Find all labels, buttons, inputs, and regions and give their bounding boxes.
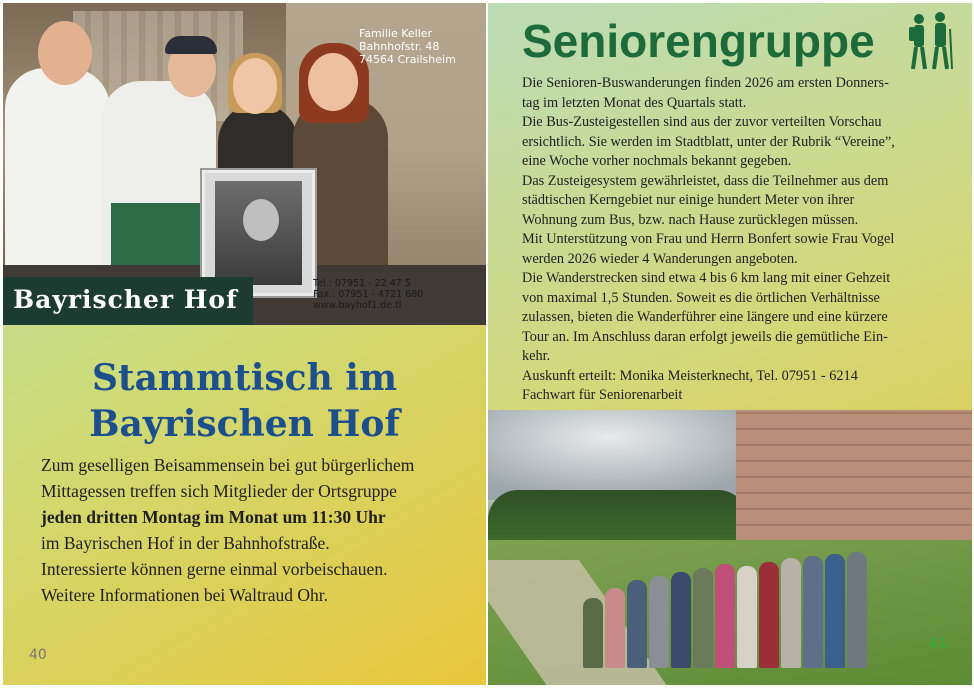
ad-address-line: 74564 Crailsheim — [359, 53, 456, 66]
role-line: Fachwart für Seniorenarbeit — [522, 387, 683, 403]
title-line: Stammtisch im — [91, 357, 398, 399]
body-line-bold: jeden dritten Montag im Monat um 11:30 Uhr — [41, 507, 386, 527]
body-line: Wohnung zum Bus, bzw. nach Hause zurücklegen müssen. — [522, 211, 859, 228]
hiker-group — [583, 528, 873, 668]
ad-website: www.bayhof1.de.tl — [313, 300, 402, 311]
body-line: Die Wanderstrecken sind etwa 4 bis 6 km lang mit einer Gehzeit — [522, 270, 891, 286]
body-line: städtischen Kerngebiet nur einige hundert Meter von ihrer — [522, 192, 855, 208]
body-line: Mittagessen treffen sich Mitglieder der Ortsgruppe — [41, 481, 397, 501]
body-line: Tour an. Im Anschluss daran erfolgt jeweils die gemütliche Ein- — [522, 328, 888, 345]
ad-phone: Tel.: 07951 - 22 47 5 — [313, 278, 411, 289]
body-line: Die Senioren-Buswanderungen finden 2026 am ersten Donners- — [522, 75, 889, 91]
body-line: von maximal 1,5 Stunden. Soweit es die örtlichen Verhältnisse — [522, 289, 880, 306]
restaurant-ad-photo — [3, 3, 486, 325]
hikers-icon — [906, 11, 954, 71]
ad-contact — [313, 278, 423, 311]
body-line: Interessierte können gerne einmal vorbeischauen. — [41, 559, 388, 579]
body-line: Weitere Informationen bei Waltraud Ohr. — [41, 585, 328, 605]
left-page — [3, 3, 486, 685]
person-chef-left — [5, 68, 110, 273]
stammtisch-body — [41, 452, 471, 608]
body-line: kehr. — [522, 348, 551, 364]
seniorengruppe-body — [522, 74, 954, 406]
page-number-right: 41 — [928, 636, 948, 652]
body-line: eine Woche vorher nochmals bekannt gegeben. — [522, 153, 792, 169]
title-line: Bayrischen Hof — [89, 403, 400, 445]
bayrischer-hof-logo — [3, 277, 253, 325]
ad-address-line: Familie Keller — [359, 27, 433, 40]
body-line: werden 2026 wieder 4 Wanderungen angeboten. — [522, 250, 798, 267]
stammtisch-title — [3, 355, 486, 447]
body-line: Das Zusteigesystem gewährleistet, dass die Teilnehmer aus dem — [522, 172, 889, 189]
body-line: im Bayrischen Hof in der Bahnhofstraße. — [41, 533, 330, 553]
body-line: Mit Unterstützung von Frau und Herrn Bonfert sowie Frau Vogel — [522, 231, 895, 247]
logo-text: Bayrischer Hof — [13, 285, 238, 314]
ad-fax: Fax.: 07951 - 4721 680 — [313, 289, 424, 300]
ad-address-line: Bahnhofstr. 48 — [359, 40, 440, 53]
body-line: zulassen, bieten die Wanderführer eine längere und eine kürzere — [522, 309, 888, 325]
body-line: tag im letzten Monat des Quartals statt. — [522, 94, 747, 111]
hiking-group-photo — [488, 410, 972, 685]
right-page — [488, 3, 972, 685]
contact-line: Auskunft erteilt: Monika Meisterknecht, Tel. 07951 - 6214 — [522, 367, 858, 384]
body-line: ersichtlich. Sie werden im Stadtblatt, unter der Rubrik “Vereine”, — [522, 133, 895, 150]
body-line: Die Bus-Zusteigestellen sind aus der zuvor verteilten Vorschau — [522, 114, 882, 130]
ad-address — [359, 27, 456, 66]
page-number-left: 40 — [29, 647, 47, 663]
body-line: Zum geselligen Beisammensein bei gut bürgerlichem — [41, 455, 415, 475]
seniorengruppe-title: Seniorengruppe — [522, 15, 875, 67]
